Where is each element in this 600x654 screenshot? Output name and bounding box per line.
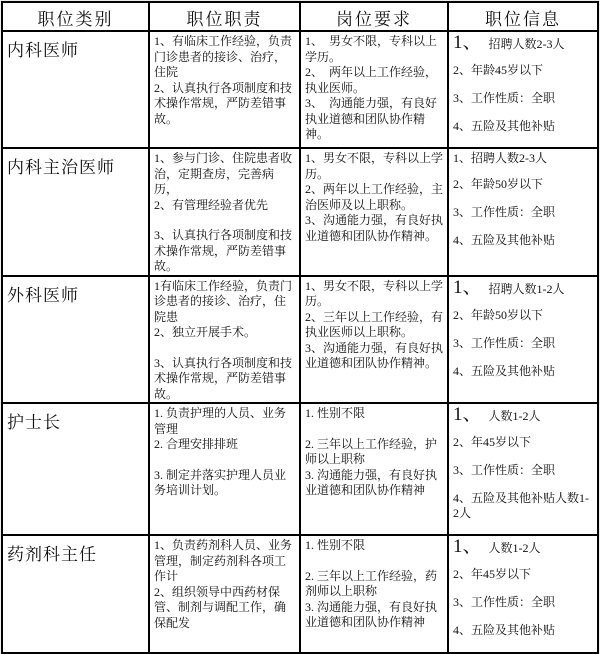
list-item: 1、有临床工作经验，负责门诊患者的接诊、治疗，住院 bbox=[154, 34, 293, 79]
requirements-cell bbox=[300, 403, 448, 535]
lead-text: 招聘人数2-3人 bbox=[471, 151, 548, 165]
list-item: 4、五险及其他补贴人数1-2人 bbox=[453, 491, 589, 520]
category-cell: 外科医师 bbox=[2, 276, 149, 404]
list-item: 3、沟通能力强，有良好执业道德和团队协作精神。 bbox=[305, 213, 444, 243]
list-item: 1、 男女不限，专科以上学历。 bbox=[305, 34, 438, 64]
list-item: 1. 性别不限 bbox=[305, 406, 366, 420]
requirements-cell bbox=[300, 535, 448, 653]
requirements-cell bbox=[300, 148, 448, 276]
list-item: 3、 沟通能力强，有良好执业道德和团队协作精神。 bbox=[305, 96, 438, 141]
list-item: 1、负责药剂科人员、业务管理，制定药剂科各项工作计 bbox=[154, 538, 293, 583]
list-item: 1、男女不限，专科以上学历。 bbox=[305, 151, 444, 181]
list-item bbox=[453, 151, 593, 166]
info-cell bbox=[448, 148, 598, 276]
list-item: 3、认真执行各项制度和技术操作常规，严防差错事故。 bbox=[154, 355, 293, 401]
category-cell: 护士长 bbox=[2, 403, 149, 535]
category-cell: 内科主治医师 bbox=[2, 148, 149, 276]
list-item: 1、参与门诊、住院患者收治，定期查房，完善病历， bbox=[154, 151, 293, 196]
list-item: 3、工作性质：全职 bbox=[453, 335, 556, 350]
list-item: 2. 三年以上工作经验，药剂师以上职称 bbox=[305, 568, 438, 598]
table-row bbox=[2, 148, 598, 276]
table-row bbox=[2, 403, 598, 535]
list-item: 3、认真执行各项制度和技术操作常规，严防差错事故。 bbox=[154, 228, 293, 273]
list-item: 2、年45岁以下 bbox=[453, 435, 532, 449]
list-item: 2、年龄50岁以下 bbox=[453, 177, 544, 191]
info-cell bbox=[448, 31, 598, 148]
lead-text: 招聘人数1-2人 bbox=[488, 281, 565, 296]
list-item: 4、五险及其他补贴 bbox=[453, 233, 556, 247]
lead-text: 招聘人数2-3人 bbox=[488, 37, 565, 51]
list-item bbox=[453, 406, 593, 424]
duties-cell bbox=[149, 31, 300, 148]
lead-number: 1、 bbox=[453, 536, 482, 557]
list-item: 1. 性别不限 bbox=[305, 538, 366, 552]
lead-number: 1、 bbox=[453, 404, 482, 425]
list-item: 2、三年以上工作经验，有执业医师以上职称。 bbox=[305, 309, 444, 339]
lead-number: 1、 bbox=[453, 276, 482, 298]
list-item: 2. 三年以上工作经验，护师以上职称 bbox=[305, 436, 438, 466]
duties-cell bbox=[149, 276, 300, 404]
category-cell: 药剂科主任 bbox=[2, 535, 149, 653]
list-item: 2、独立开展手术。 bbox=[154, 325, 257, 339]
header-job-requirements: 岗位要求 bbox=[300, 2, 448, 31]
requirements-cell bbox=[300, 31, 448, 148]
list-item: 2. 合理安排排班 bbox=[154, 437, 239, 451]
list-item bbox=[453, 34, 593, 52]
list-item: 3. 制定并落实护理人员业务培训计划。 bbox=[154, 467, 287, 497]
list-item: 3、工作性质：全职 bbox=[453, 463, 556, 477]
list-item: 1有临床工作经验，负责门诊患者的接诊、治疗，住院患 bbox=[154, 278, 293, 324]
list-item: 2、两年以上工作经验，主治医师及以上职称。 bbox=[305, 182, 444, 212]
duties-cell bbox=[149, 148, 300, 276]
list-item: 4、五险及其他补贴 bbox=[453, 623, 556, 637]
document-page bbox=[1, 1, 597, 637]
header-position-duties: 职位职责 bbox=[149, 2, 300, 31]
duties-cell bbox=[149, 403, 300, 535]
list-item: 2、年45岁以下 bbox=[453, 567, 532, 581]
header-position-category: 职位类别 bbox=[2, 2, 149, 31]
job-positions-table bbox=[1, 1, 599, 654]
info-cell bbox=[448, 276, 598, 404]
lead-text: 人数1-2人 bbox=[488, 541, 541, 555]
info-cell bbox=[448, 403, 598, 535]
list-item: 4、五险及其他补贴 bbox=[453, 119, 556, 133]
lead-number: 1、 bbox=[453, 32, 482, 53]
duties-cell bbox=[149, 535, 300, 653]
list-item: 2、年龄50岁以下 bbox=[453, 307, 544, 322]
header-row bbox=[2, 2, 598, 31]
list-item: 1、男女不限，专科以上学历。 bbox=[305, 278, 444, 308]
list-item: 2、有管理经验者优先 bbox=[154, 197, 269, 212]
list-item: 2、认真执行各项制度和技术操作常规，严防差错事故。 bbox=[154, 80, 293, 126]
lead-number: 1、 bbox=[453, 151, 472, 165]
lead-text: 人数1-2人 bbox=[488, 409, 541, 423]
info-cell bbox=[448, 535, 598, 653]
list-item: 3. 沟通能力强，有良好执业道德和团队协作精神 bbox=[305, 467, 438, 497]
list-item: 3、工作性质：全职 bbox=[453, 595, 556, 609]
table-row bbox=[2, 31, 598, 148]
list-item: 3、沟通能力强，有良好执业道德和团队协作精神。 bbox=[305, 340, 444, 370]
list-item bbox=[453, 538, 593, 556]
list-item: 1. 负责护理的人员、业务管理 bbox=[154, 406, 287, 436]
list-item: 2、年龄45岁以下 bbox=[453, 63, 544, 77]
list-item: 3、工作性质：全职 bbox=[453, 91, 556, 105]
list-item: 3. 沟通能力强，有良好执业道德和团队协作精神 bbox=[305, 599, 438, 629]
table-row bbox=[2, 535, 598, 653]
list-item: 2、 两年以上工作经验，执业医师。 bbox=[305, 65, 438, 95]
requirements-cell bbox=[300, 276, 448, 404]
list-item: 3、工作性质：全职 bbox=[453, 205, 556, 219]
list-item bbox=[453, 276, 593, 298]
list-item: 4、五险及其他补贴 bbox=[453, 363, 556, 378]
list-item: 2、组织领导中西药材保管、制剂与调配工作，确保配发 bbox=[154, 584, 287, 630]
header-position-info: 职位信息 bbox=[448, 2, 598, 31]
category-cell: 内科医师 bbox=[2, 31, 149, 148]
table-row bbox=[2, 276, 598, 404]
